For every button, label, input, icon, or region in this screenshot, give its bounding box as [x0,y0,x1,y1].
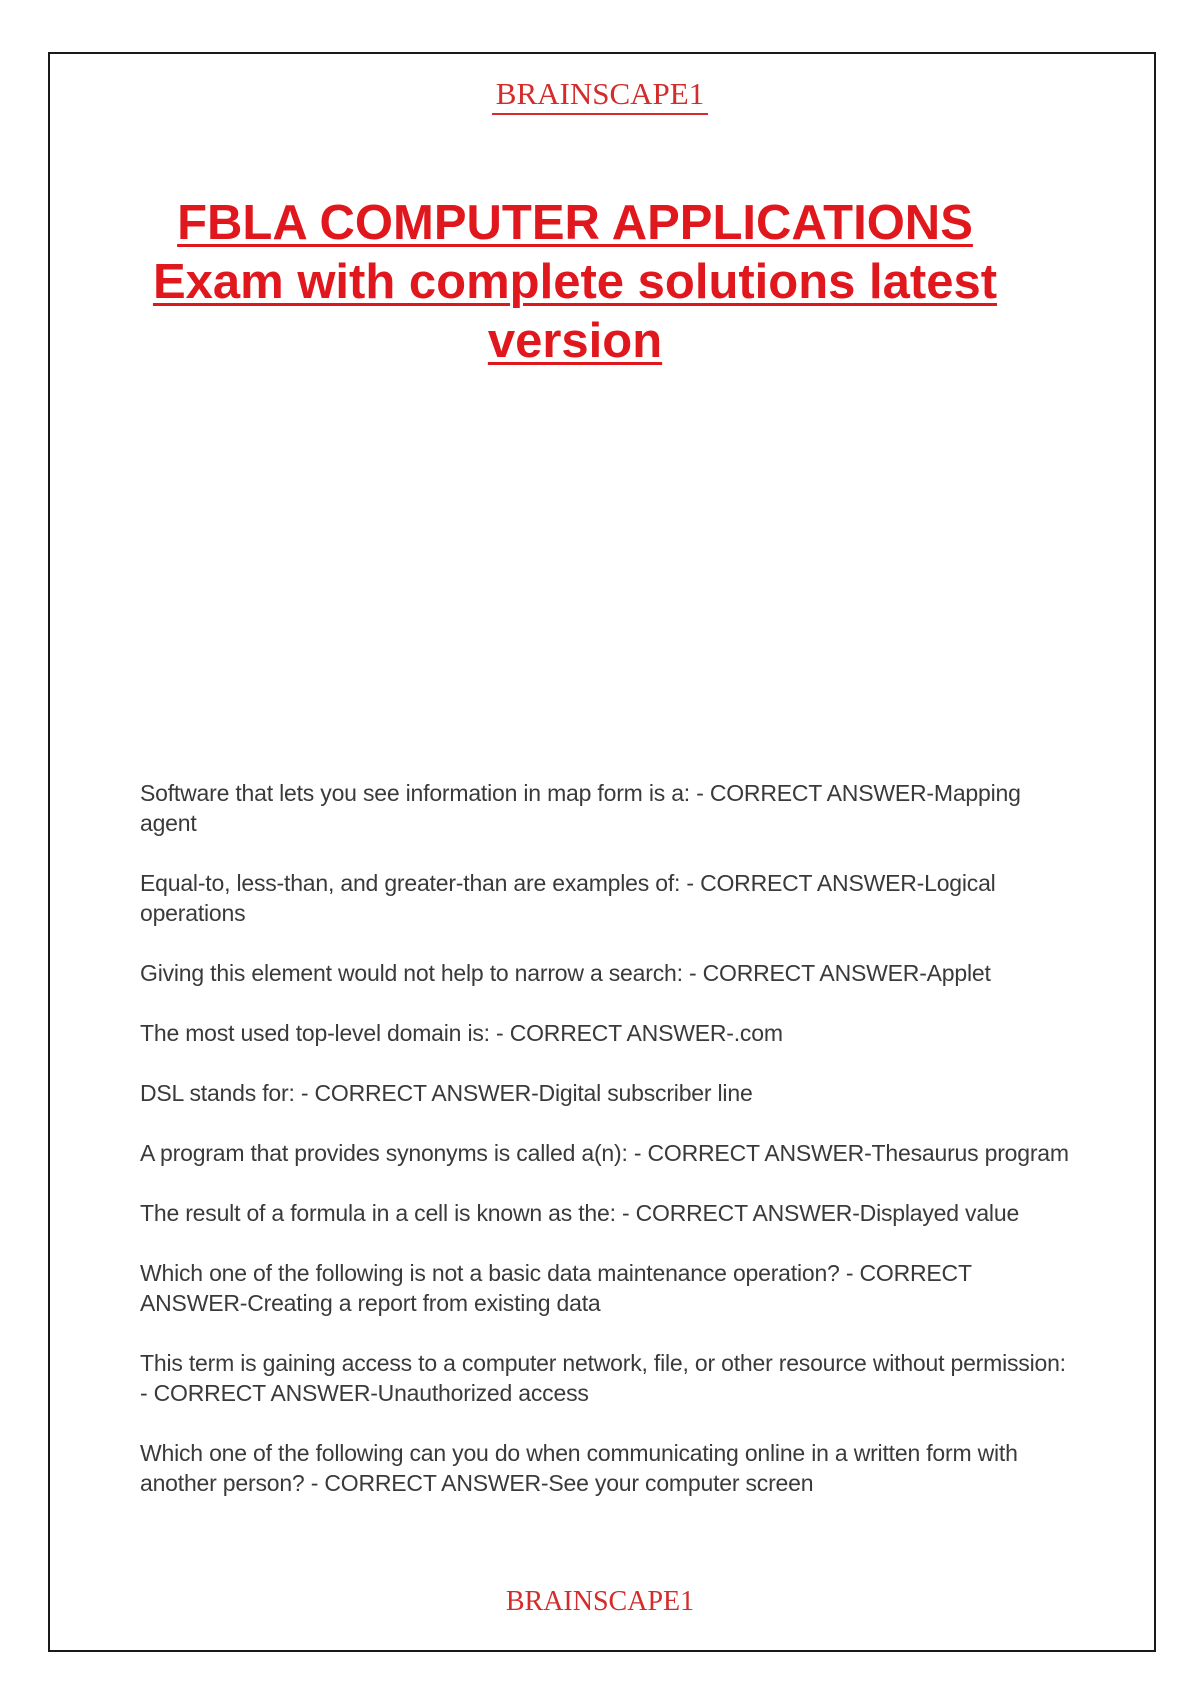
header-brand-text: BRAINSCAPE1 [492,76,708,115]
title-line-1: FBLA COMPUTER APPLICATIONS [177,196,973,250]
qa-item: Which one of the following can you do when communicating online in a written form with another person? - CORRECT ANSWER-See your computer screen [140,1440,1018,1496]
footer-brand: BRAINSCAPE1 [505,1586,695,1617]
title-line-3: version [487,314,663,368]
qa-item: DSL stands for: - CORRECT ANSWER-Digital subscriber line [140,1080,753,1106]
document-title [150,194,1000,371]
qa-item: Which one of the following is not a basic data maintenance operation? - CORRECT ANSWER-Creating a report from existing data [140,1260,972,1316]
qa-item: The result of a formula in a cell is known as the: - CORRECT ANSWER-Displayed value [140,1200,1020,1226]
qa-item: A program that provides synonyms is called a(n): - CORRECT ANSWER-Thesaurus program [140,1140,1069,1166]
header-brand [0,78,1200,109]
qa-item: Software that lets you see information in map form is a: - CORRECT ANSWER-Mapping agent [140,780,1021,836]
question-answer-list [140,778,1070,1528]
qa-item: Equal-to, less-than, and greater-than are examples of: - CORRECT ANSWER-Logical operations [140,870,996,926]
qa-item: The most used top-level domain is: - CORRECT ANSWER-.com [140,1020,783,1046]
title-line-2: Exam with complete solutions latest [152,255,998,309]
qa-item: This term is gaining access to a computer network, file, or other resource without permission: - CORRECT ANSWER-Unauthorized access [140,1350,1066,1406]
qa-item: Giving this element would not help to narrow a search: - CORRECT ANSWER-Applet [140,960,991,986]
